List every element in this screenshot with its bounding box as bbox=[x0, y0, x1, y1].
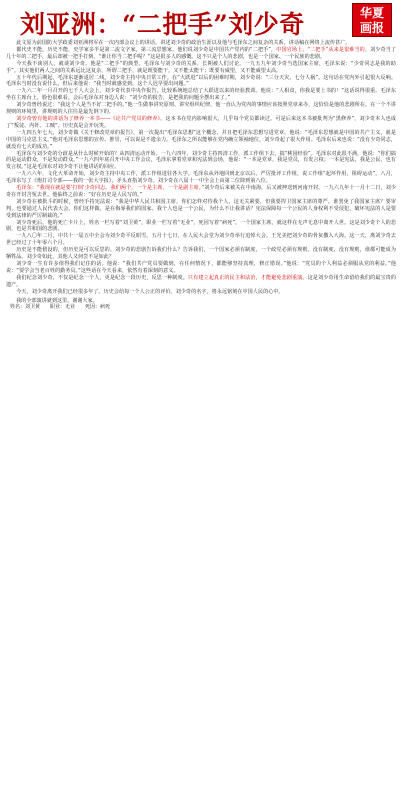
paragraph-text: 刘少奇在被批斗的时候，曾经手持宪法说：“我是中华人民共和国主席，你们怎样对待我个人，这无关紧要，但我要捍卫国家主席的尊严。谁罢免了我国家主席？要审判，也要通过人民代表大会。你们这样做，是在侮辱我们的国家。我个人也是一个公民，为什么不让我讲话？宪法保障每一个公民的人身权利不受侵犯，破坏宪法的人是要受到法律的严厉制裁的。” bbox=[6, 198, 396, 219]
article-body bbox=[6, 40, 396, 296]
paragraph-text: 五十年代后期起，毛泽东逐渐退居二线，刘少奇主持中央日常工作。在“大跃进”以后的困难时期，刘少奇说：“三分天灾，七分人祸”。这句话在党内外引起很大反响。毛泽东当时没有说什么，但后来他说：“我当时就感觉到，这个人迟早要出问题。” bbox=[6, 74, 396, 88]
paragraph-text: 刘少奇死后，他的死亡卡片上，姓名一栏写着“刘卫黄”，职业一栏写着“无业”，死因写着“病死”。一个国家主席，就这样在无声无息中离开人世。这是刘少奇个人的悲剧，也是共和国的悲剧。 bbox=[6, 219, 396, 233]
paragraph bbox=[6, 116, 396, 130]
paragraph-text: 我们纪念刘少奇，不仅是纪念一个人，更是纪念一段历史，反思一种制度。 bbox=[16, 274, 188, 281]
paragraph-text: 毛泽东与刘少奇的分歧是从什么时候开始的？从四清运动开始。一九六四年，刘少奇主持四清工作，派工作组下去，搞“桃园经验”。毛泽东对此很不满，他说：“你们搞的是运动群众，不是发动群众。”一九六四年底召开中央工作会议，毛泽东拿着党章和宪法到会场，他说：“一本是党章，我是党员，有发言权；一本是宪法，我是公民，也有发言权。”这是毛泽东对刘少奇不让他讲话的回应。 bbox=[6, 150, 396, 171]
paragraph-text: 此文原为前国防大学政委刘亚洲将军在一次内部会议上的讲话，讲述刘少奇的政治生涯以及他与毛泽东之间复杂的关系，讲话稿在网络上流传甚广。 bbox=[16, 40, 351, 46]
paragraph bbox=[6, 185, 396, 199]
paragraph bbox=[6, 102, 396, 116]
paragraph bbox=[6, 88, 396, 102]
paragraph-text: 刘少奇曾经说过：“我这个人是当不好二把手的。”他一生做事讲究原则、讲究组织纪律，他一直认为党内的事情应该按照党章来办，这恰恰是他的悲剧所在。在一个不讲规则的环境里，讲规则的人往往是最先倒下的。 bbox=[6, 102, 396, 116]
paragraph bbox=[6, 289, 396, 296]
paragraph bbox=[6, 220, 396, 234]
paragraph-text: 一九八〇年二月，中共十一届五中全会为刘少奇平反昭雪。五月十七日，在人民大会堂为刘少奇举行追悼大会。王光美把刘少奇的骨灰撒入大海。这一天，离刘少奇去世已经过了十年零六个月。 bbox=[6, 233, 396, 247]
meta-item: 姓名：刘卫黄 bbox=[10, 304, 41, 311]
highlighted-text: 只有建立起真正的民主和法治，才能避免悲剧重演。 bbox=[187, 274, 308, 281]
header bbox=[6, 0, 396, 40]
paragraph bbox=[6, 247, 396, 261]
paragraph bbox=[6, 151, 396, 172]
highlighted-text: 中国官场上，“二把手”从来是很难当的。 bbox=[276, 46, 371, 53]
logo-line-2: 画报 bbox=[359, 21, 384, 35]
paragraph bbox=[6, 61, 396, 75]
paragraph-text: 一九六二年一月召开的七千人大会上，刘少奇代表中央作报告，比较系统地总结了大跃进以来的经验教训。他说：“人相食，你我是要上书的！”这话说得很重。毛泽东坐在主席台上，脸色很难看。会后毛泽东对身边人说：“刘少奇的报告，是把我的问题全摆出来了。” bbox=[6, 88, 396, 102]
magazine-logo bbox=[352, 3, 392, 37]
paragraph-text: 今天我不谈别人，就谈刘少奇。他是“二把手”的典型。毛泽东与刘少奇的关系，长期被人们讨论。一九五九年刘少奇当选国家主席，毛泽东说：“少奇同志是我的助手”。其实他们两人之间的关系远比这复杂，所谓二把手，就是既要能干，又不能太能干；既要有威望，又不能威望太高。 bbox=[6, 60, 396, 74]
paragraph bbox=[6, 40, 396, 47]
paragraph bbox=[6, 75, 396, 89]
meta-item: 死因：病死 bbox=[85, 304, 111, 311]
paragraph bbox=[6, 275, 396, 289]
paragraph-text: 这本书在党内影响很大，几乎每个党员都读过。可是后来这本书被批判为“黑修养”，刘少奇本人也成了“叛徒、内奸、工贼”。历史真是会开玩笑。 bbox=[6, 115, 397, 129]
paragraph-text: 都代史不能。历史不能，史学家多半是第二流文字家，第三流思想家。他们说刘少奇是中国共产党内的“二把手”， bbox=[16, 46, 277, 53]
highlighted-text: 毛泽东：“我现在就是要‘打倒’少奇同志。我们两个，一个是主席，一个是副主席。” bbox=[16, 185, 205, 192]
paragraph-text: 一九六六年，文化大革命开始，刘少奇主持中央工作，派工作组进驻各大学。毛泽东从外地回到北京以后，严厉批评工作组，说工作组“起坏作用，阻碍运动”。八月，毛泽东写了《炮打司令部——我的一张大字报》，矛头直指刘少奇。刘少奇在八届十一中全会上由第二位降到第八位。 bbox=[6, 171, 396, 185]
paragraph bbox=[6, 199, 396, 220]
paragraph-text: 刘少奇一生有许多值得我们记住的话。他说：“我们共产党员要做到，在任何情况下，都能够坚持真理，修正错误。”他说：“党员的个人利益必须服从党的利益。”他说：“要学会当老百姓的勤务员。”这些话在今天看来，依然有着深刻的意义。 bbox=[6, 261, 396, 274]
page-title: 刘亚洲：“二把手”刘少奇 bbox=[20, 10, 305, 39]
paragraph bbox=[6, 171, 396, 185]
paragraph-text: 今天，刘少奇离开我们已经很多年了。历史会给每一个人公正的评价。刘少奇的名字，将永远铭刻在中国人民的心中。 bbox=[16, 288, 284, 295]
paragraph-text: 刘少奇后来被关在中南海，后又被押送到河南开封，一九六九年十一月十二日，刘少奇在开封含冤去世。他临终之前说：“好在历史是人民写的。” bbox=[6, 185, 397, 198]
death-card-meta bbox=[6, 304, 396, 311]
paragraph bbox=[6, 130, 396, 151]
paragraph bbox=[6, 233, 396, 247]
paragraph-text: 这是刘少奇用生命留给我们的最宝贵的遗产。 bbox=[6, 274, 396, 288]
highlighted-text: 刘少奇曾有他的讲话为了修养一本书——《论共产党员的修养》。 bbox=[16, 115, 166, 122]
paragraph bbox=[6, 47, 396, 61]
paragraph-text: 历史是不能假设的，但历史是可以反思的。刘少奇的悲剧告诉我们什么？告诉我们，一个国家必须有制度，一个政党必须有规则。没有制度，没有规则，谁都可能成为牺牲品。刘少奇如此，其他人又何尝不是如此？ bbox=[6, 247, 396, 261]
meta-item: 职业：无业 bbox=[50, 304, 76, 311]
paragraph-text: 一九四五年七大，刘少奇做《关于修改党章的报告》，第一次提出“毛泽东思想”这个概念，并且把毛泽东思想写进党章。他说：“毛泽东思想就是中国的共产主义，就是中国的马克思主义。”他对毛泽东思想的宣传、推崇，可以说是不遗余力。毛泽东之所以能够在党内确立领袖地位，刘少奇起了很大作用。毛泽东后来也说：“没有少奇同志，就没有七大的成功。” bbox=[6, 129, 396, 150]
logo-line-1: 华夏 bbox=[359, 6, 384, 20]
paragraph-text: 刘少奇当了几十年的二把手，最后却被一把手打倒。“谁让你当二把手呢？”这是很多人的感慨。这不只是个人的悲剧，也是一个国家、一个民族的悲剧。 bbox=[6, 46, 396, 60]
paragraph bbox=[6, 261, 396, 275]
closing-line: 我的全部演讲就到这里。谢谢大家。 bbox=[16, 297, 98, 304]
